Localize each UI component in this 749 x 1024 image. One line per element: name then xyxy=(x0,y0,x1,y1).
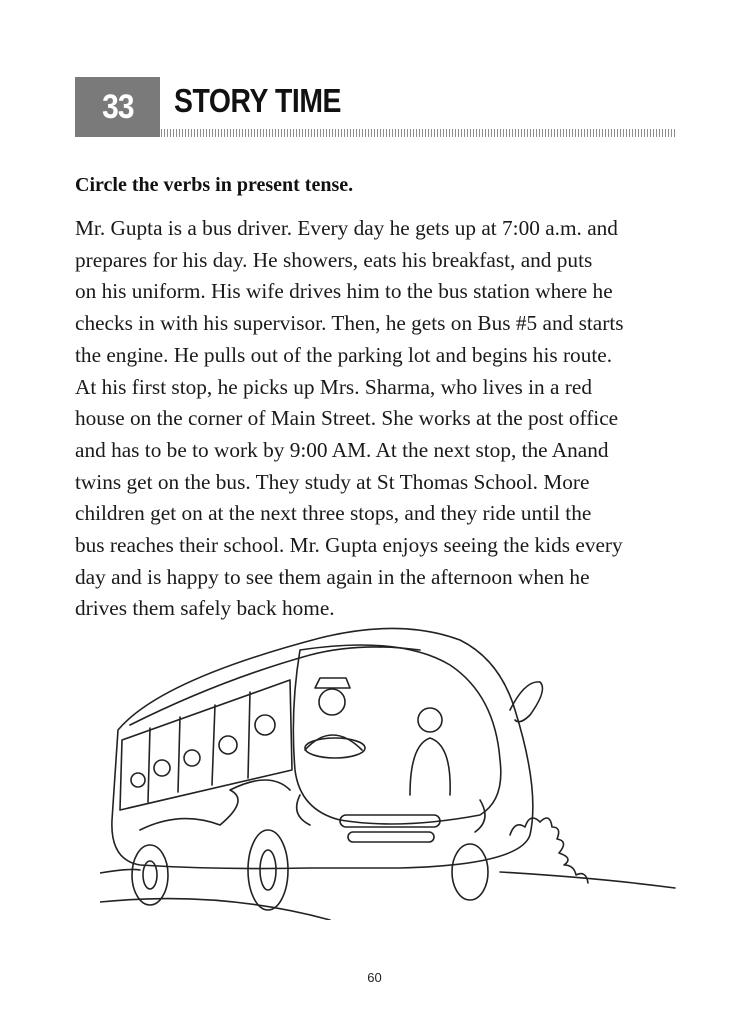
mirror-icon xyxy=(510,682,542,722)
story-line: children get on at the next three stops, and they ride until the xyxy=(75,501,592,526)
wheel-icon xyxy=(132,845,168,905)
story-line: the engine. He pulls out of the parking lot and begins his route. xyxy=(75,342,613,367)
story-line: on his uniform. His wife drives him to the bus station where he xyxy=(75,279,613,304)
wheel-icon xyxy=(452,844,488,900)
story-line: twins get on the bus. They study at St Thomas School. More xyxy=(75,469,590,494)
page-title: STORY TIME xyxy=(174,82,342,119)
page-number: 60 xyxy=(367,970,382,985)
bus-illustration-icon xyxy=(100,620,680,920)
story-line: checks in with his supervisor. Then, he gets on Bus #5 and starts xyxy=(75,311,624,336)
passenger-icon xyxy=(219,736,237,754)
ground-line xyxy=(100,869,140,873)
story-line: At his first stop, he picks up Mrs. Sharma, who lives in a red xyxy=(75,374,592,399)
side-windows xyxy=(120,680,292,810)
story-line: Mr. Gupta is a bus driver. Every day he gets up at 7:00 a.m. and xyxy=(75,216,618,240)
story-line: prepares for his day. He showers, eats his breakfast, and puts xyxy=(75,247,593,272)
bus-grille xyxy=(340,815,440,827)
child-passenger-icon xyxy=(418,708,442,732)
chapter-number: 33 xyxy=(101,87,134,126)
passenger-icon xyxy=(255,715,275,735)
story-line: and has to be to work by 9:00 AM. At the next stop, the Anand xyxy=(75,437,609,462)
story-line: day and is happy to see them again in the afternoon when he xyxy=(75,564,590,589)
story-paragraph xyxy=(75,213,695,625)
steering-wheel-icon xyxy=(305,738,365,758)
passenger-icon xyxy=(131,773,145,787)
wheel-icon xyxy=(248,830,288,910)
headlight-icon xyxy=(297,795,310,825)
story-line: drives them safely back home. xyxy=(75,596,335,621)
driver-icon xyxy=(319,689,345,715)
bus-body xyxy=(112,628,533,868)
windshield xyxy=(293,645,501,824)
ground-line xyxy=(100,899,330,920)
passenger-icon xyxy=(184,750,200,766)
chapter-number-box xyxy=(75,77,160,137)
title-dotted-rule xyxy=(161,129,675,137)
story-line: house on the corner of Main Street. She works at the post office xyxy=(75,406,619,431)
passenger-icon xyxy=(154,760,170,776)
story-line: bus reaches their school. Mr. Gupta enjoys seeing the kids every xyxy=(75,533,623,558)
instruction-text: Circle the verbs in present tense. xyxy=(75,174,354,196)
